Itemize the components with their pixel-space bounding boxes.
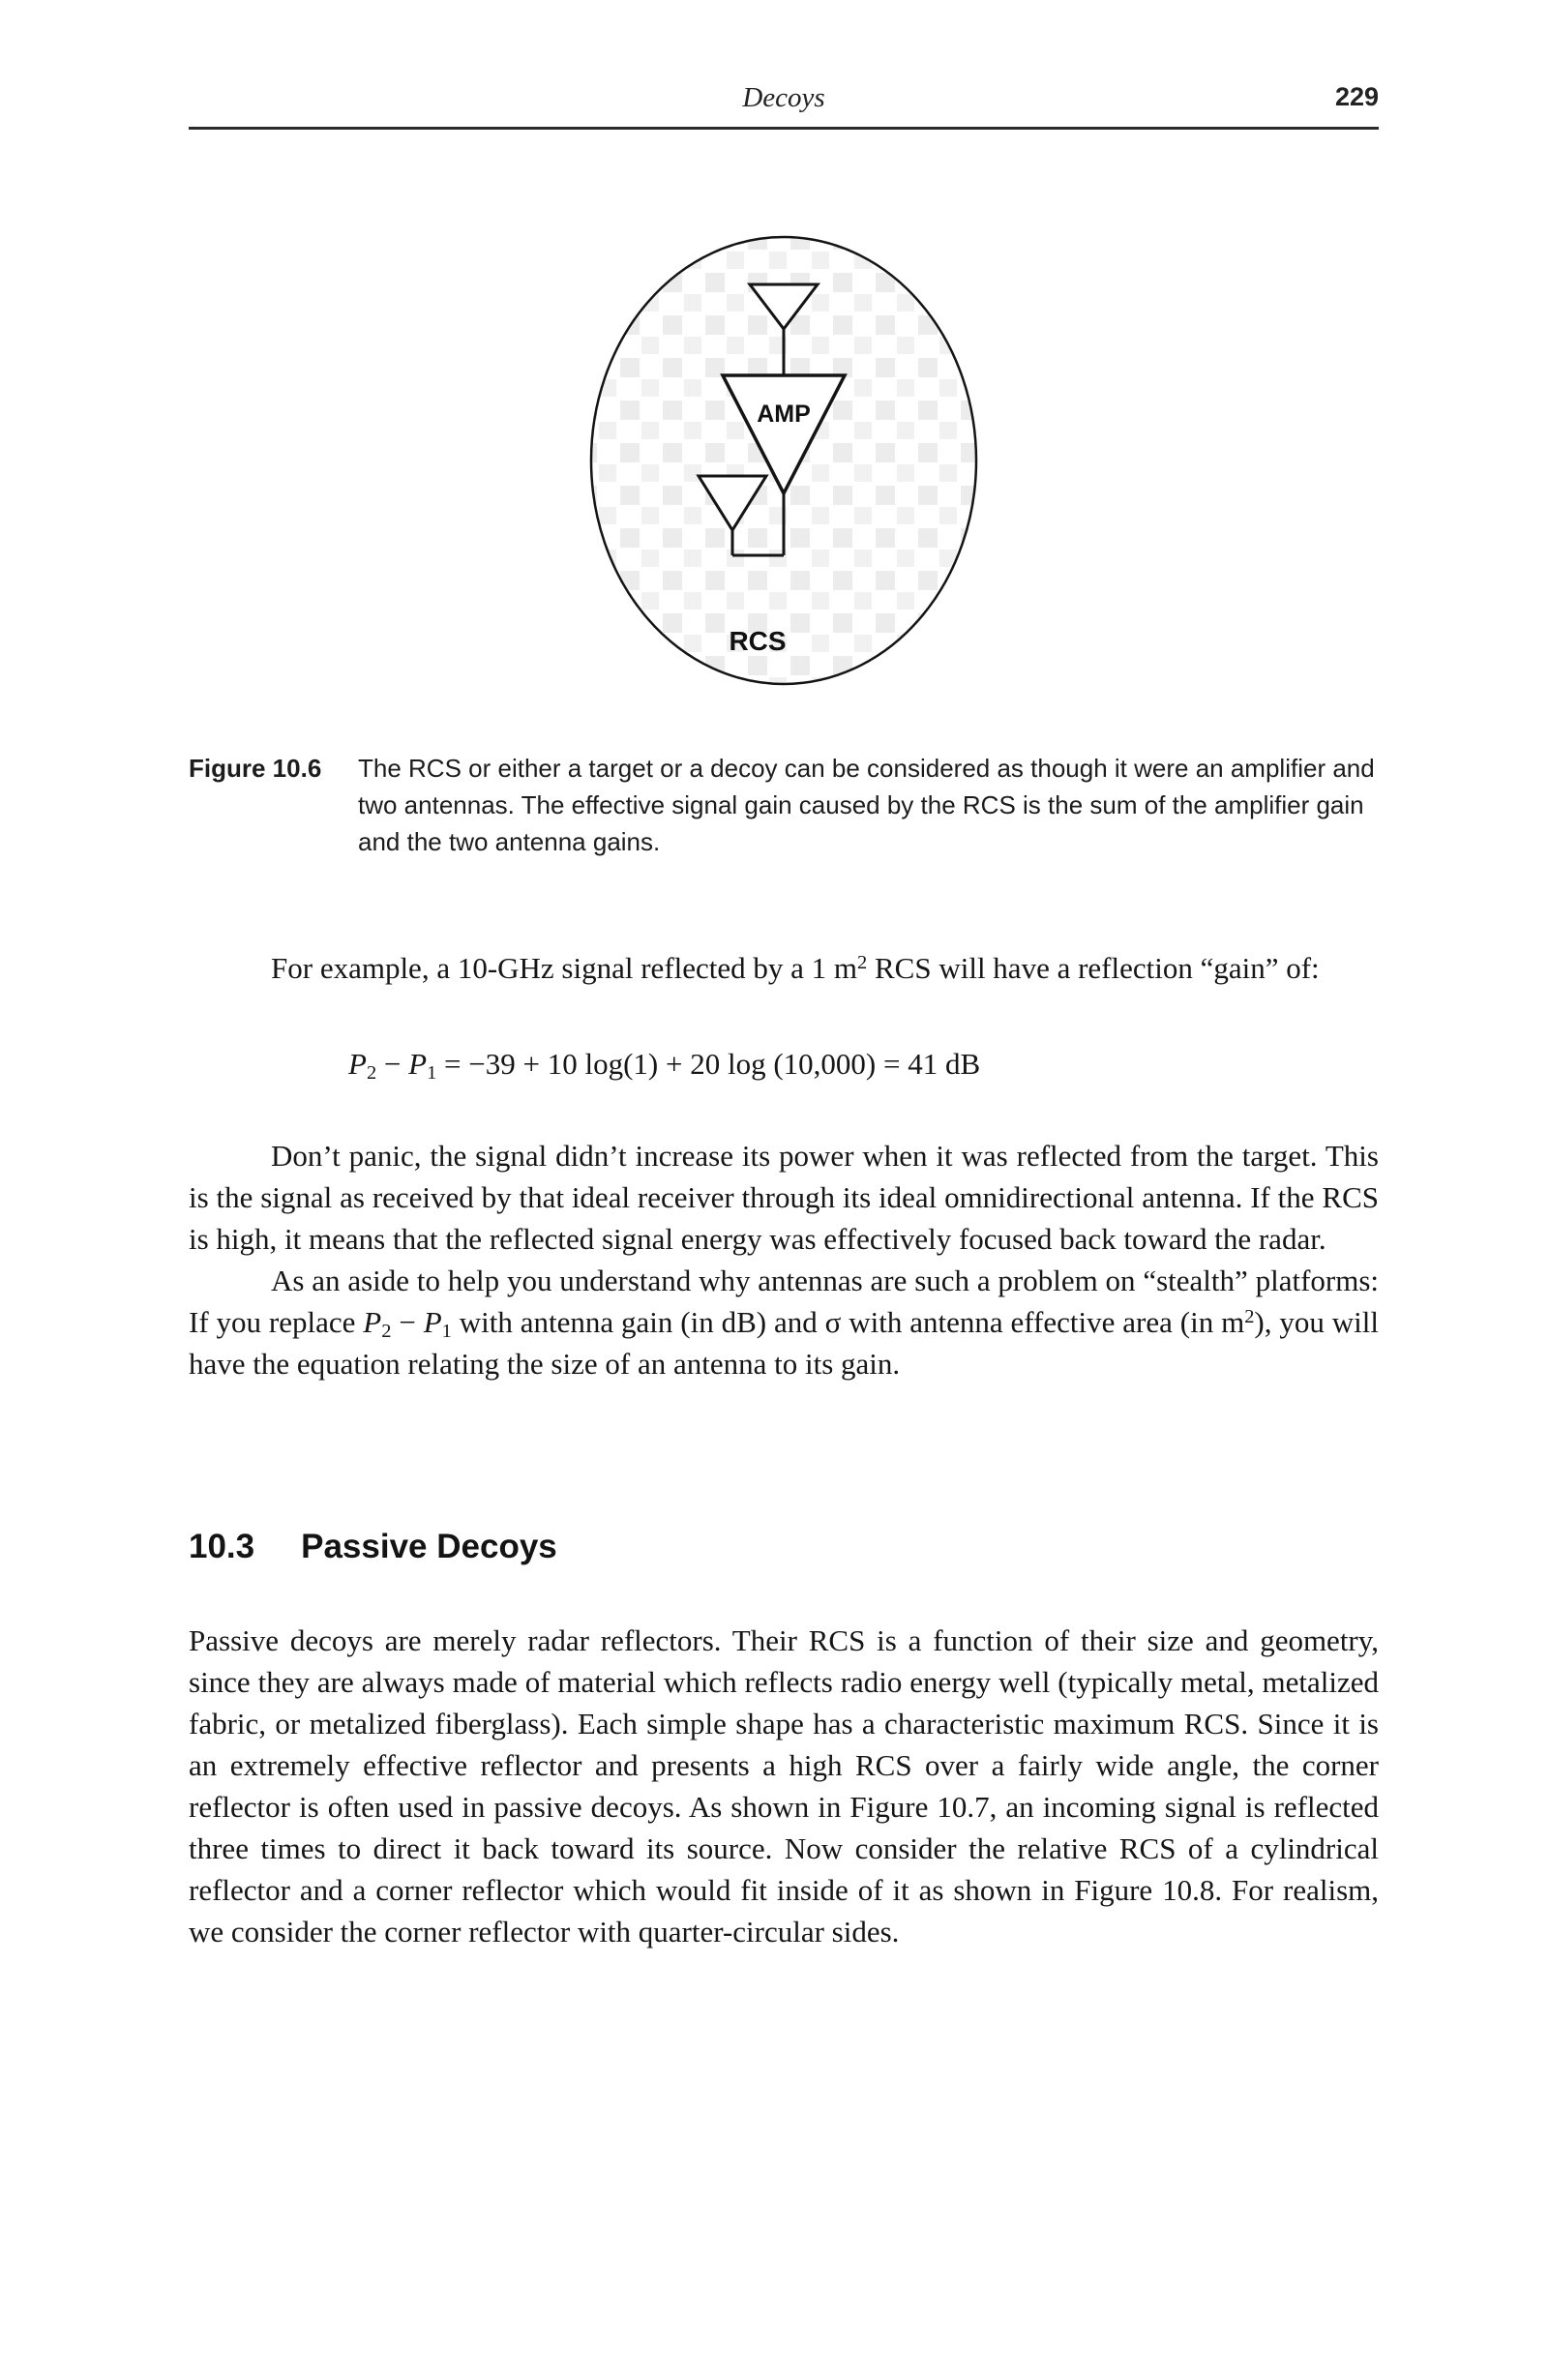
rcs-label: RCS <box>729 626 787 656</box>
amp-label: AMP <box>757 401 811 428</box>
subscript: 2 <box>366 1061 377 1084</box>
section-heading-10-3 <box>189 1528 1379 1566</box>
subscript: 1 <box>427 1061 437 1084</box>
figure-caption-label: Figure 10.6 <box>189 754 322 783</box>
paragraph-dont-panic: Don’t panic, the signal didn’t increase its power when it was reflected from the target. This is the signal as received by that ideal receiver through its ideal omnidirectional antenna. If the RCS is high, it means that the reflected signal energy was effectively focused back toward the radar. <box>189 1139 1379 1256</box>
figure-caption-text: The RCS or either a target or a decoy can be considered as though it were an amplifier and two antennas. The effective signal gain caused by the RCS is the sum of the amplifier gain and the two antenna gains. <box>358 754 1375 856</box>
variable-p2: P <box>348 1047 367 1081</box>
variable-p2: P <box>363 1305 382 1339</box>
text-run: RCS will have a reflection “gain” of: <box>867 951 1320 985</box>
subscript: 2 <box>381 1320 392 1342</box>
superscript: 2 <box>857 952 868 974</box>
text-run: For example, a 10-GHz signal reflected by a 1 m <box>271 951 858 985</box>
figure-caption <box>189 750 1379 860</box>
section-title: Passive Decoys <box>301 1528 557 1565</box>
rcs-diagram <box>576 228 992 691</box>
variable-p1: P <box>423 1305 442 1339</box>
running-title: Decoys <box>742 82 825 113</box>
paragraph-example <box>189 947 1379 989</box>
figure-10-6 <box>189 228 1379 696</box>
subscript: 1 <box>441 1320 452 1342</box>
page-number: 229 <box>1334 82 1379 111</box>
superscript: 2 <box>1244 1306 1255 1328</box>
operator-minus: − <box>391 1305 424 1339</box>
text-run: with antenna gain (in dB) and σ with antenna effective area (in m <box>451 1305 1245 1339</box>
section-number: 10.3 <box>189 1528 255 1565</box>
equation-reflection-gain <box>348 1043 1379 1085</box>
paragraph-stealth-aside <box>189 1260 1379 1384</box>
page-header <box>189 82 1379 123</box>
header-rule <box>189 127 1379 130</box>
page-content <box>189 0 1379 1952</box>
equation-rhs: = −39 + 10 log(1) + 20 log (10,000) = 41 dB <box>436 1047 981 1081</box>
variable-p1: P <box>408 1047 428 1081</box>
operator-minus: − <box>376 1047 409 1081</box>
text-run: As an aside to help you understand why antennas are such a problem on “stealth” platforms: If you replace <box>189 1264 1379 1339</box>
paragraph-passive-decoys: Passive decoys are merely radar reflectors. Their RCS is a function of their size and geometry, since they are always made of material which reflects radio energy well (typically metal, metalized fabric, or metalized fiberglass). Each simple shape has a characteristic maximum RCS. Since it is an extremely effective reflector and presents a high RCS over a fairly wide angle, the corner reflector is often used in passive decoys. As shown in Figure 10.7, an incoming signal is reflected three times to direct it back toward its source. Now consider the relative RCS of a cylindrical reflector and a corner reflector which would fit inside of it as shown in Figure 10.8. For realism, we consider the corner reflector with quarter-circular sides. <box>189 1623 1379 1949</box>
text-run: ), you will have the equation relating the size of an antenna to its gain. <box>189 1305 1379 1381</box>
